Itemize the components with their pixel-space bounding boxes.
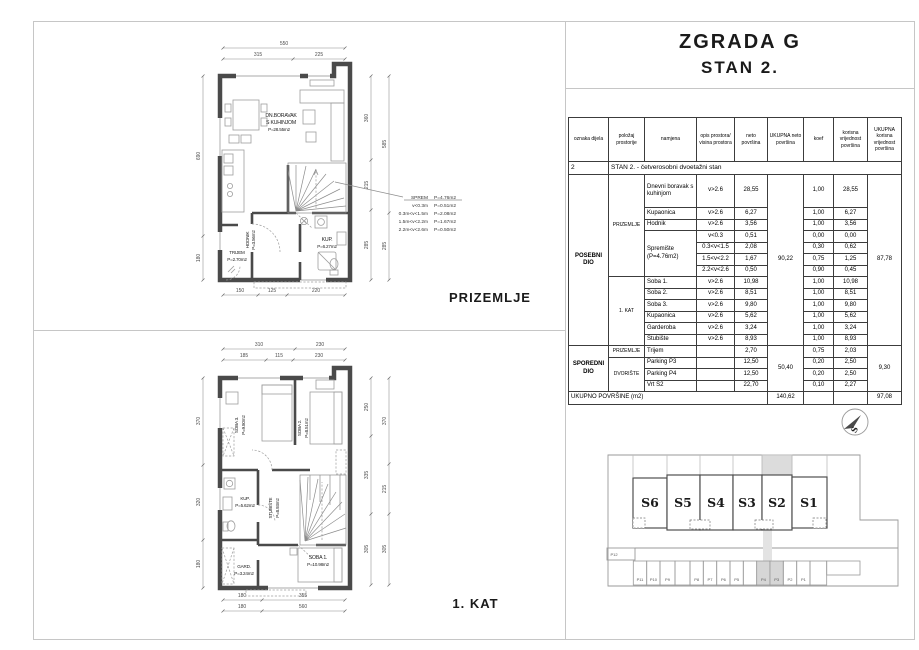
opis-cell: v>2.6 [697,323,735,335]
dim-text: 310 [254,342,264,348]
unit-label: S2 [768,495,786,510]
col-header: korisna vrijednost površina [834,118,868,162]
sporedni-label: SPOREDNI [572,361,605,367]
ukupna-korisna-cell: 9,30 [868,346,902,392]
dim-text: 115 [275,353,283,359]
neto-cell: 9,80 [735,300,768,312]
site-plan [565,380,919,640]
parking-label: P4 [760,577,766,582]
neto-cell: 0,50 [735,265,768,277]
korisna-cell: 10,98 [834,277,868,289]
room-label: SOBA 1. [308,555,328,561]
unit-label: S1 [800,495,818,510]
koef-cell: 1,00 [804,334,834,346]
dim-text: 185 [239,353,249,359]
col-header: koef [804,118,834,162]
neto-cell: 3,24 [735,323,768,335]
room-label: HODNIK [245,231,250,249]
parking-label: P3 [774,577,780,582]
room-label: P=6.27m2 [317,244,337,249]
korisna-cell: 6,27 [834,208,868,220]
room-label: STUBIŠTE [268,497,273,519]
neto-cell: 12,50 [735,369,768,381]
opis-cell: v<0.3 [697,231,735,243]
parking-label: P5 [734,577,740,582]
spremiste-area: (P=4.76m2) [647,253,679,260]
korisna-cell: 2,27 [834,380,868,392]
note-label: 1.5m<v<2.2m [398,220,428,225]
dim-text: 230 [315,342,325,348]
sprem-note [335,182,462,233]
ukupna-neto-cell: 90,22 [768,175,804,346]
posebni-label: POSEBNI [574,252,602,259]
dim-text: 305 [382,544,388,554]
opis-cell [697,369,735,381]
s2-path [763,530,772,561]
note-label: v<0.3m [412,204,428,209]
dim-text: 150 [235,288,245,294]
korisna-cell: 3,56 [834,219,868,231]
namjena-cell: Stubište [645,334,697,346]
namjena-cell: Soba 1. [645,277,697,289]
parking-label: P8 [694,577,700,582]
room-label: P=3.24m2 [234,571,254,576]
parking-label: P1 [800,577,806,582]
opis-cell: v>2.6 [697,175,735,208]
dim-text: 230 [314,353,324,359]
section-title: STAN 2. - četverosobni dvoetažni stan [609,162,902,175]
room-label: DN.BORAVAK [265,113,297,119]
neto-cell: 3,56 [735,219,768,231]
title-underline [565,88,915,89]
kat-cell: 1. KAT [609,277,645,346]
unit-title: STAN 2. [701,58,779,77]
korisna-cell: 9,80 [834,300,868,312]
opis-cell: 2.2<v<2.6 [697,265,735,277]
divider-horizontal [33,330,565,331]
col-header: oznaka dijela [569,118,609,162]
namjena-cell: Parking P4 [645,369,697,381]
room-label: P=3.56m2 [251,230,256,250]
dim-text: 225 [314,52,324,58]
total-neto: 140,62 [768,392,804,405]
dim-text: 315 [253,52,263,58]
opis-cell: v>2.6 [697,311,735,323]
koef-cell: 1,00 [804,300,834,312]
table-row [569,357,902,369]
opis-cell: v>2.6 [697,288,735,300]
neto-cell: 22,70 [735,380,768,392]
neto-cell: 1,67 [735,254,768,266]
neto-cell: 8,93 [735,334,768,346]
korisna-cell: 1,25 [834,254,868,266]
parking-label: P12 [610,552,618,557]
section-row [569,162,902,175]
parking-label: P6 [720,577,726,582]
dim-text: 215 [382,484,388,494]
ukupna-korisna-cell: 87,78 [868,175,902,346]
room-label: P=28.55m2 [268,127,290,132]
area-table [568,117,902,405]
table-row [569,277,902,289]
compass-letter: S [848,424,861,435]
section-num: 2 [569,162,609,175]
dim-text: 360 [364,113,370,123]
dim-text: 250 [364,402,370,412]
room-label: P=2.70m2 [227,257,247,262]
opis-cell: 1.5<v<2.2 [697,254,735,266]
koef-cell: 1,00 [804,311,834,323]
opis-cell: v>2.6 [697,208,735,220]
koef-cell: 0,30 [804,242,834,254]
korisna-cell: 3,24 [834,323,868,335]
koef-cell: 0,00 [804,231,834,243]
korisna-cell: 2,50 [834,369,868,381]
dio-label: DIO [583,368,594,375]
room-label: KUP. [321,237,333,243]
neto-cell: 28,55 [735,175,768,208]
floorplan-kat [188,338,492,634]
dim-text: 370 [196,416,202,426]
neto-cell: 0,51 [735,231,768,243]
building-title: ZGRADA G [679,31,801,53]
dvoriste-cell: DVORIŠTE [609,357,645,392]
opis-cell: v>2.6 [697,219,735,231]
spremiste-cell [645,231,697,277]
namjena-cell: Dnevni boravak s kuhinjom [645,175,697,208]
table-header-row [569,118,902,162]
col-header: opis prostora/ visina prostora [697,118,735,162]
col-header: UKUPNA neto površina [768,118,804,162]
dim-text: 335 [364,470,370,480]
neto-cell: 5,62 [735,311,768,323]
ukupna-neto-cell: 50,40 [768,346,804,392]
prizemlje-title: PRIZEMLJE [449,290,531,305]
dim-text: 180 [196,253,202,263]
opis-cell [697,346,735,358]
note-value: P=1.67m2 [434,220,457,225]
col-header: neto površina [735,118,768,162]
koef-cell: 1,00 [804,288,834,300]
building-units [633,475,827,530]
neto-cell: 12,50 [735,357,768,369]
parking-label: P11 [636,577,644,582]
namjena-cell: Garderoba [645,323,697,335]
kat-title: 1. KAT [452,596,499,611]
room-label: P=10.98m2 [307,562,329,567]
prizemlje-cell: PRIZEMLJE [609,346,645,358]
namjena-cell: Kupaonica [645,208,697,220]
dim-text: 370 [382,416,388,426]
dim-text: 180 [237,593,247,599]
yard-strips [633,455,827,477]
dim-text: 550 [279,41,289,47]
note-value: P=4.76m2 [434,196,457,201]
parking-label: P9 [665,577,670,582]
namjena-cell: Soba 3. [645,300,697,312]
neto-cell: 2,70 [735,346,768,358]
neto-cell: 8,51 [735,288,768,300]
korisna-cell: 2,50 [834,357,868,369]
namjena-cell: Soba 2. [645,288,697,300]
dim-text: 320 [196,497,202,507]
note-value: P=0.50m2 [434,228,457,233]
note-label: 0.3m<v<1.5m [398,212,428,217]
namjena-cell: Hodnik [645,219,697,231]
dim-text: 585 [382,139,388,149]
col-header: položaj prostorije [609,118,645,162]
dim-text: 285 [364,240,370,250]
room-label: TRIJEM [229,250,245,255]
total-korisna: 97,08 [868,392,902,405]
korisna-cell: 8,93 [834,334,868,346]
koef-cell: 0,10 [804,380,834,392]
neto-cell: 2,08 [735,242,768,254]
yard-s2-highlight [762,455,792,476]
room-label: SOBA 3. [234,416,239,434]
unit-label: S4 [707,495,725,510]
dim-text: 220 [311,288,321,294]
room-label: P=8.93m2 [275,498,280,518]
posebni-dio-cell [569,175,609,346]
parking-label: P2 [787,577,793,582]
parking-row [607,548,860,585]
dim-text: 285 [382,241,388,251]
unit-label: S3 [738,495,756,510]
spremiste-label: Spremište [647,246,675,252]
table-row [569,346,902,358]
dim-text: 560 [298,604,308,610]
koef-cell: 0,75 [804,254,834,266]
dim-text: 180 [237,604,247,610]
namjena-cell: Kupaonica [645,311,697,323]
title-block [566,22,914,88]
korisna-cell: 28,55 [834,175,868,208]
note-label: 2.2m<v<2.6m [398,228,428,233]
korisna-cell: 2,03 [834,346,868,358]
korisna-cell: 5,62 [834,311,868,323]
opis-cell [697,357,735,369]
neto-cell: 6,27 [735,208,768,220]
dim-text: 180 [196,559,202,569]
koef-cell: 1,00 [804,175,834,208]
room-label: P=8.51m2 [304,418,309,438]
unit-label: S5 [674,495,692,510]
koef-cell: 1,00 [804,277,834,289]
parking-label: P10 [649,577,657,582]
room-label: P=5.62m2 [235,503,255,508]
note-value: P=2.08m2 [434,212,457,217]
koef-cell: 0,90 [804,265,834,277]
room-label: P=9.80m2 [241,415,246,435]
namjena-cell: Trijem [645,346,697,358]
room-label: SOBA 2. [297,419,302,437]
note-label: SPREM [410,196,428,201]
opis-cell: v>2.6 [697,277,735,289]
neto-cell: 10,98 [735,277,768,289]
dim-text: 215 [364,180,370,190]
dim-text: 125 [267,288,277,294]
namjena-cell: Parking P3 [645,357,697,369]
opis-cell: v>2.6 [697,300,735,312]
dim-text: 690 [196,151,202,161]
compass-icon [842,409,868,435]
table-row [569,175,902,208]
room-label: S KUHINJOM [266,120,296,126]
total-label: UKUPNO POVRŠINE (m2) [569,392,768,405]
korisna-cell: 0,62 [834,242,868,254]
room-label: GARD. [237,564,251,569]
opis-cell: v>2.6 [697,334,735,346]
koef-cell: 1,00 [804,323,834,335]
dio-label: DIO [583,260,594,266]
koef-cell: 1,00 [804,219,834,231]
korisna-cell: 0,45 [834,265,868,277]
dim-text: 355 [298,593,308,599]
koef-cell: 0,75 [804,346,834,358]
korisna-cell: 0,00 [834,231,868,243]
unit-label: S6 [641,495,659,510]
col-header: UKUPNA korisna vrijednost površina [868,118,902,162]
floorplan-prizemlje [188,28,492,324]
parking-label: P7 [707,577,713,582]
dim-text: 305 [364,544,370,554]
koef-cell: 0,20 [804,357,834,369]
opis-cell: 0.3<v<1.5 [697,242,735,254]
col-header: namjena [645,118,697,162]
room-label: KUP. [240,496,250,501]
koef-cell: 0,20 [804,369,834,381]
note-value: P=0.51m2 [434,204,457,209]
korisna-cell: 8,51 [834,288,868,300]
namjena-cell: Vrt S2 [645,380,697,392]
koef-cell: 1,00 [804,208,834,220]
prizemlje-cell: PRIZEMLJE [609,175,645,277]
